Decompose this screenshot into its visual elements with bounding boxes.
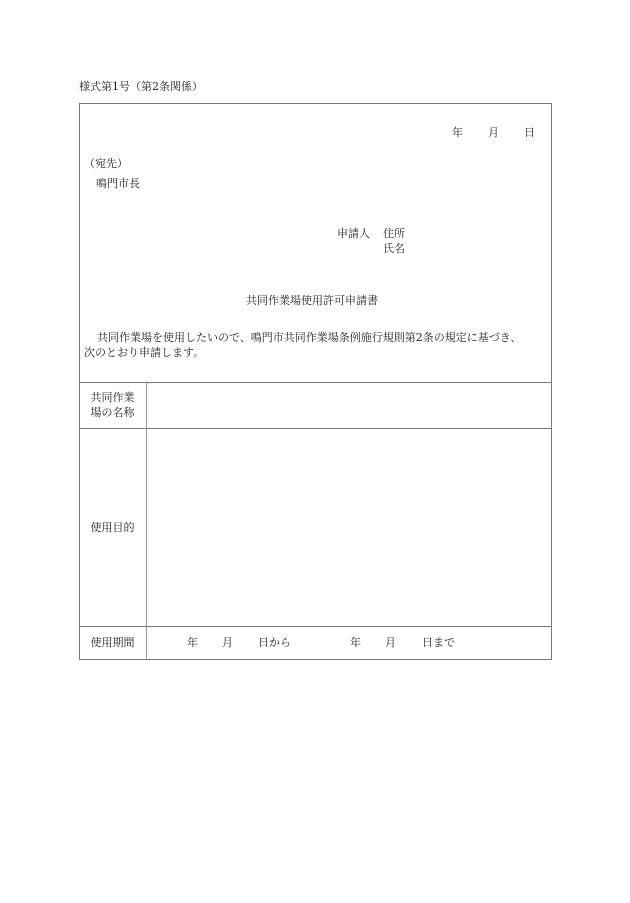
facility-name-label bbox=[79, 390, 146, 420]
period-to-year: 年 bbox=[350, 636, 361, 649]
applicant-label: 申請人 bbox=[337, 227, 370, 240]
body-text-line1: 共同作業場を使用したいので、鳴門市共同作業場条例施行規則第2条の規定に基づき、 bbox=[97, 331, 522, 344]
addressee: 鳴門市長 bbox=[96, 177, 140, 190]
facility-name-field[interactable] bbox=[147, 383, 550, 428]
name-label: 氏名 bbox=[383, 242, 405, 255]
facility-name-label-line1: 共同作業 bbox=[90, 391, 135, 404]
form-title: 共同作業場使用許可申請書 bbox=[246, 294, 378, 307]
date-day: 日 bbox=[524, 126, 535, 139]
period-from-month: 月 bbox=[222, 636, 233, 649]
table-divider bbox=[79, 626, 551, 627]
period-from-year: 年 bbox=[187, 636, 198, 649]
addressee-label: （宛先） bbox=[84, 157, 128, 170]
period-from-day: 日から bbox=[258, 636, 291, 649]
address-label: 住所 bbox=[383, 227, 405, 240]
purpose-field[interactable] bbox=[147, 429, 550, 626]
date-month: 月 bbox=[488, 126, 499, 139]
body-text-line2: 次のとおり申請します。 bbox=[84, 346, 205, 359]
period-label: 使用期間 bbox=[90, 636, 135, 649]
purpose-label: 使用目的 bbox=[90, 521, 135, 534]
period-to-month: 月 bbox=[385, 636, 396, 649]
date-year: 年 bbox=[452, 126, 463, 139]
form-number: 様式第1号（第2条関係） bbox=[79, 80, 203, 93]
period-to-day: 日まで bbox=[422, 636, 455, 649]
facility-name-label-line2: 場の名称 bbox=[90, 406, 135, 419]
